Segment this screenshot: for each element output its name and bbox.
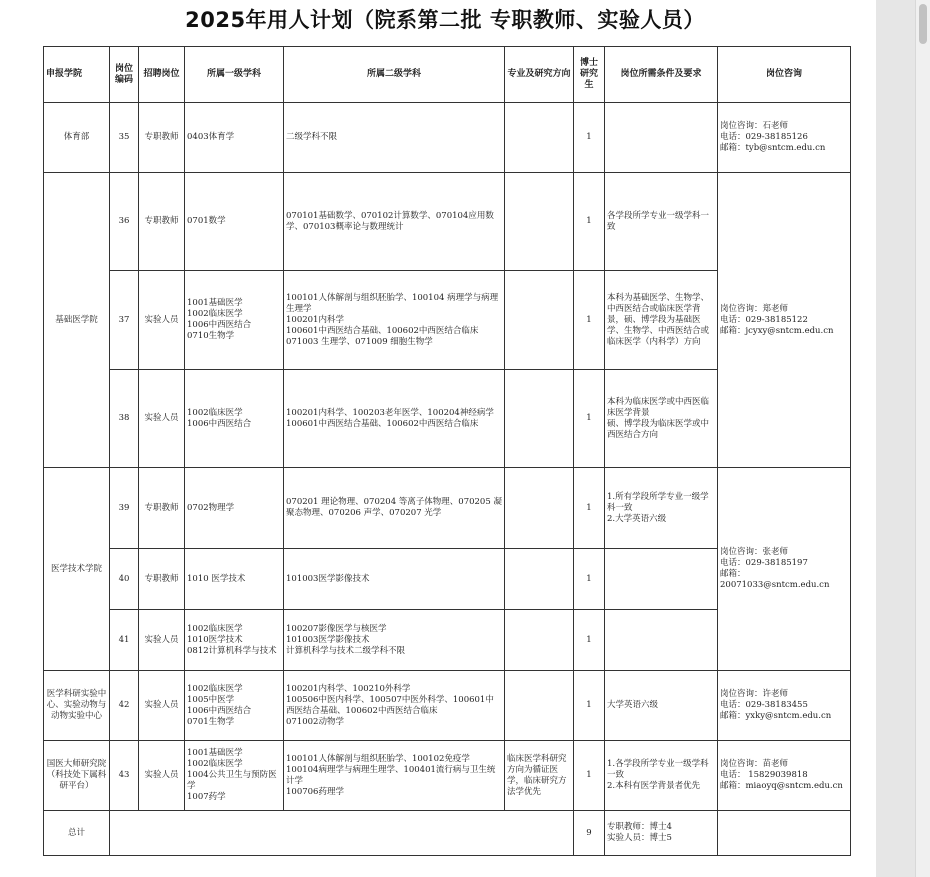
requirements-cell: 各学段所学专业一级学科一致 <box>605 173 718 271</box>
code-cell: 43 <box>110 741 139 811</box>
type-cell: 实验人员 <box>139 671 185 741</box>
subject1-cell: 1002临床医学 1006中西医结合 <box>185 370 284 468</box>
phd-cell: 1 <box>574 370 605 468</box>
header-direction: 专业及研究方向 <box>505 47 574 103</box>
subject1-cell: 1001基础医学 1002临床医学 1006中西医结合 0710生物学 <box>185 271 284 370</box>
subject1-cell: 0701数学 <box>185 173 284 271</box>
direction-cell <box>505 173 574 271</box>
code-cell: 35 <box>110 103 139 173</box>
header-college: 申报学院 <box>44 47 110 103</box>
code-cell: 37 <box>110 271 139 370</box>
direction-cell: 临床医学科研究方向为循证医学，临床研究方法学优先 <box>505 741 574 811</box>
contact-cell: 岗位咨询：许老师 电话：029-38183455 邮箱：yxky@sntcm.edu.cn <box>718 671 851 741</box>
requirements-cell: 大学英语六级 <box>605 671 718 741</box>
contact-cell: 岗位咨询：郑老师 电话：029-38185122 邮箱：jcyxy@sntcm.edu.cn <box>718 173 851 468</box>
contact-cell: 岗位咨询：张老师 电话：029-38185197 邮箱：20071033@sntcm.edu.cn <box>718 468 851 671</box>
requirements-cell <box>605 549 718 610</box>
requirements-cell: 1.所有学段所学专业一级学科一致 2.大学英语六级 <box>605 468 718 549</box>
type-cell: 实验人员 <box>139 610 185 671</box>
phd-cell: 1 <box>574 173 605 271</box>
subject2-cell: 二级学科不限 <box>284 103 505 173</box>
header-row <box>44 47 851 103</box>
direction-cell <box>505 103 574 173</box>
code-cell: 40 <box>110 549 139 610</box>
document-title: 2025年用人计划（院系第二批 专职教师、实验人员） <box>185 8 705 32</box>
phd-cell: 1 <box>574 671 605 741</box>
subject1-cell: 1002临床医学 1005中医学 1006中西医结合 0701生物学 <box>185 671 284 741</box>
phd-cell: 1 <box>574 549 605 610</box>
table-row <box>44 103 851 173</box>
direction-cell <box>505 468 574 549</box>
phd-cell: 1 <box>574 271 605 370</box>
subject1-cell: 1001基础医学 1002临床医学 1004公共卫生与预防医学 1007药学 <box>185 741 284 811</box>
header-requirements: 岗位所需条件及要求 <box>605 47 718 103</box>
table-row <box>44 741 851 811</box>
total-phd: 9 <box>574 811 605 856</box>
code-cell: 38 <box>110 370 139 468</box>
requirements-cell: 1.各学段所学专业一级学科一致 2.本科有医学背景者优先 <box>605 741 718 811</box>
subject2-cell: 100201内科学、100203老年医学、100204神经病学 100601中西医结合基础、100602中西医结合临床 <box>284 370 505 468</box>
subject2-cell: 100207影像医学与核医学 101003医学影像技术 计算机科学与技术二级学科不限 <box>284 610 505 671</box>
college-cell: 医学技术学院 <box>44 468 110 671</box>
recruitment-plan-table <box>43 46 851 856</box>
header-subject1: 所属一级学科 <box>185 47 284 103</box>
requirements-cell <box>605 610 718 671</box>
type-cell: 实验人员 <box>139 370 185 468</box>
subject2-cell: 070101基础数学、070102计算数学、070104应用数学、070103概率论与数理统计 <box>284 173 505 271</box>
subject1-cell: 0403体育学 <box>185 103 284 173</box>
direction-cell <box>505 271 574 370</box>
college-cell: 医学科研实验中心、实验动物与动物实验中心 <box>44 671 110 741</box>
direction-cell <box>505 370 574 468</box>
college-cell: 国医大师研究院（科技处下属科研平台） <box>44 741 110 811</box>
header-contact: 岗位咨询 <box>718 47 851 103</box>
direction-cell <box>505 610 574 671</box>
subject1-cell: 0702物理学 <box>185 468 284 549</box>
subject1-cell: 1010 医学技术 <box>185 549 284 610</box>
requirements-cell <box>605 103 718 173</box>
table-row <box>44 173 851 271</box>
requirements-cell: 本科为临床医学或中西医临床医学背景 硕、博学段为临床医学或中西医结合方向 <box>605 370 718 468</box>
table-row <box>44 671 851 741</box>
subject2-cell: 100101人体解剖与组织胚胎学、100104 病理学与病理生理学 100201内科学 100601中西医结合基础、100602中西医结合临床 071003 生理学、071009 细胞生物学 <box>284 271 505 370</box>
vertical-scrollbar[interactable] <box>915 0 930 877</box>
type-cell: 专职教师 <box>139 173 185 271</box>
header-phd: 博士研究生 <box>574 47 605 103</box>
phd-cell: 1 <box>574 103 605 173</box>
total-summary: 专职教师：博士4 实验人员：博士5 <box>605 811 718 856</box>
total-contact-empty <box>718 811 851 856</box>
total-empty-cell <box>110 811 574 856</box>
direction-cell <box>505 671 574 741</box>
header-subject2: 所属二级学科 <box>284 47 505 103</box>
college-cell: 体育部 <box>44 103 110 173</box>
phd-cell: 1 <box>574 468 605 549</box>
total-row <box>44 811 851 856</box>
type-cell: 专职教师 <box>139 549 185 610</box>
subject2-cell: 100101人体解剖与组织胚胎学、100102免疫学 100104病理学与病理生理学、100401流行病与卫生统计学 100706药理学 <box>284 741 505 811</box>
subject2-cell: 101003医学影像技术 <box>284 549 505 610</box>
contact-cell: 岗位咨询：石老师 电话：029-38185126 邮箱：tyb@sntcm.edu.cn <box>718 103 851 173</box>
subject1-cell: 1002临床医学 1010医学技术 0812计算机科学与技术 <box>185 610 284 671</box>
table-row <box>44 468 851 549</box>
code-cell: 41 <box>110 610 139 671</box>
total-label: 总计 <box>44 811 110 856</box>
code-cell: 39 <box>110 468 139 549</box>
phd-cell: 1 <box>574 610 605 671</box>
type-cell: 专职教师 <box>139 103 185 173</box>
direction-cell <box>505 549 574 610</box>
header-type: 招聘岗位 <box>139 47 185 103</box>
type-cell: 实验人员 <box>139 741 185 811</box>
requirements-cell: 本科为基础医学、生物学、中西医结合或临床医学背景，硕、博学段为基础医学、生物学、中西医结合或临床医学（内科学）方向 <box>605 271 718 370</box>
subject2-cell: 070201 理论物理、070204 等离子体物理、070205 凝聚态物理、070206 声学、070207 光学 <box>284 468 505 549</box>
college-cell: 基础医学院 <box>44 173 110 468</box>
type-cell: 专职教师 <box>139 468 185 549</box>
scrollbar-thumb[interactable] <box>919 4 927 44</box>
code-cell: 36 <box>110 173 139 271</box>
subject2-cell: 100201内科学、100210外科学 100506中医内科学、100507中医外科学、100601中西医结合基础、100602中西医结合临床 071002动物学 <box>284 671 505 741</box>
type-cell: 实验人员 <box>139 271 185 370</box>
code-cell: 42 <box>110 671 139 741</box>
contact-cell: 岗位咨询：苗老师 电话： 15829039818 邮箱：miaoyq@sntcm.edu.cn <box>718 741 851 811</box>
phd-cell: 1 <box>574 741 605 811</box>
header-code: 岗位编码 <box>110 47 139 103</box>
